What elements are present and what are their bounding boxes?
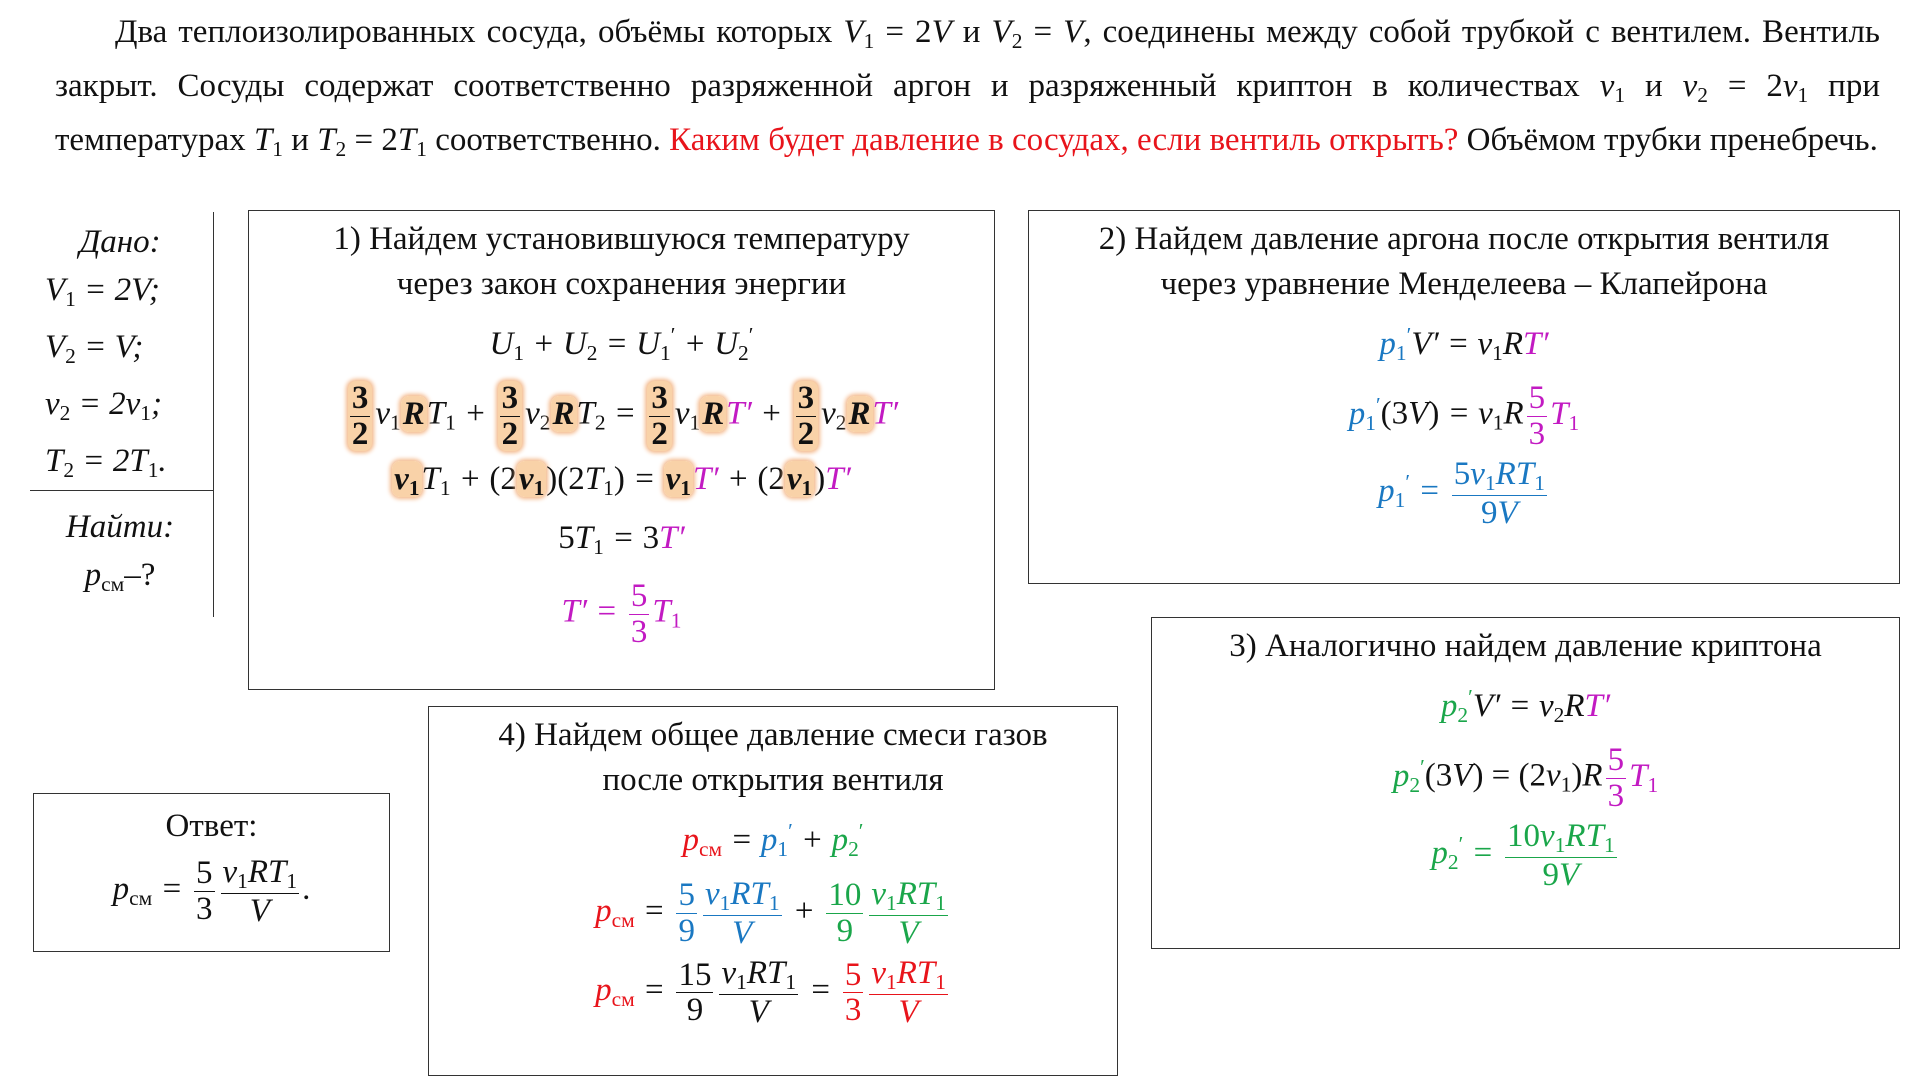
step3-eq2: $p_2'(3V) = (2\nu_1)R$ $\frac{5}{3}$ $T_1$ xyxy=(1392,742,1659,814)
step2-title: 2) Найдем давление аргона после открытия вентиля через уравнение Менделеева – Клапейрона xyxy=(1098,221,1830,302)
given-v2: $V_2 = V$; xyxy=(45,329,144,368)
problem-statement: Два теплоизолированных сосуда, объёмы которых $V_1 = 2V$ и $V_2 = V$, соединены между собой трубкой с вентилем. Вентиль закрыт. Сосуды содержат соответственно разряженной аргон и разряженный криптон в количествах $\nu_1$ и $\nu_2 = 2\nu_1$ при температурах $T_1$ и $T_2 = 2T_1$ соответственно. Каким будет давление в сосудах, если вентиль открыть? Объёмом трубки пренебречь. xyxy=(55,14,1880,161)
step1-eq2: $\frac{3}{2}$ $\nu_1RT_1$ + $\frac{3}{2}$ $\nu_2RT_2$ = $\frac{3}{2}$ $\nu_1RT'$ + $\frac{3}{2}$ $\nu_2RT'$ xyxy=(249,381,994,451)
step1-eq5: T′ = $\frac{5}{3}$ $T_1$ xyxy=(561,578,682,650)
step4-box xyxy=(428,706,1118,1076)
given-divider-horizontal xyxy=(30,490,213,491)
step3-eq1: $p_2'V' = \nu_2RT'$ xyxy=(1440,685,1611,727)
step4-title: 4) Найдем общее давление смеси газов после открытия вентиля xyxy=(498,717,1048,798)
given-t2: $T_2 = 2T_1$. xyxy=(45,443,167,482)
step2-eq2: $p_1'(3V) = \nu_1R$ $\frac{5}{3}$ $T_1$ xyxy=(1348,380,1580,452)
answer-box xyxy=(33,793,390,952)
answer-formula: $p_{см}$ = $\frac{5}{3}$ $\frac{\nu_1RT_1}{V}$ . xyxy=(112,854,311,929)
step2-eq1: $p_1'V' = \nu_1RT'$ xyxy=(1379,323,1549,365)
step4-eq1: $p_{см} = p_1' + p_2'$ xyxy=(682,819,864,861)
step3-title: 3) Аналогично найдем давление криптона xyxy=(1229,628,1822,664)
step2-eq3: $p_1'$ = $\frac{5\nu_1RT_1}{9V}$ xyxy=(1378,456,1545,531)
find-value: $p_{см}-$? xyxy=(84,557,156,596)
step1-eq3: $\nu_1T_1 + (2\nu_1)(2T_1) = \nu_1T' + (2\nu_1)T'$ xyxy=(394,461,851,501)
step2-box xyxy=(1028,210,1900,584)
step4-eq3: $p_{см}$ = $\frac{15}{9}$ $\frac{\nu_1RT_1}{V}$ = $\frac{5}{3}$ $\frac{\nu_1RT_1}{V}$ xyxy=(595,955,946,1030)
given-header: Дано: xyxy=(79,224,161,260)
step3-eq3: $p_2'$ = $\frac{10\nu_1RT_1}{9V}$ xyxy=(1431,818,1615,893)
find-block xyxy=(30,503,210,608)
step3-box xyxy=(1151,617,1900,949)
given-divider-vertical xyxy=(213,212,214,617)
step1-title: 1) Найдем установившуюся температуру через закон сохранения энергии xyxy=(333,221,910,302)
given-block xyxy=(30,218,210,494)
problem-question: Каким будет давление в сосудах, если вентиль открыть? xyxy=(669,122,1459,158)
step4-eq2: $p_{см}$ = $\frac{5}{9}$ $\frac{\nu_1RT_1}{V}$ + $\frac{10}{9}$ $\frac{\nu_1RT_1}{V}$ xyxy=(595,876,946,951)
step1-eq4: $5T_1 = 3T'$ xyxy=(558,520,685,560)
answer-title: Ответ: xyxy=(165,808,258,844)
find-header: Найти: xyxy=(65,509,175,545)
step1-eq1: $U_1 + U_2 = U_1' + U_2'$ xyxy=(489,323,754,365)
given-nu2: $\nu_2 = 2\nu_1$; xyxy=(45,386,163,425)
given-v1: $V_1 = 2V$; xyxy=(45,272,160,311)
step1-box xyxy=(248,210,995,690)
